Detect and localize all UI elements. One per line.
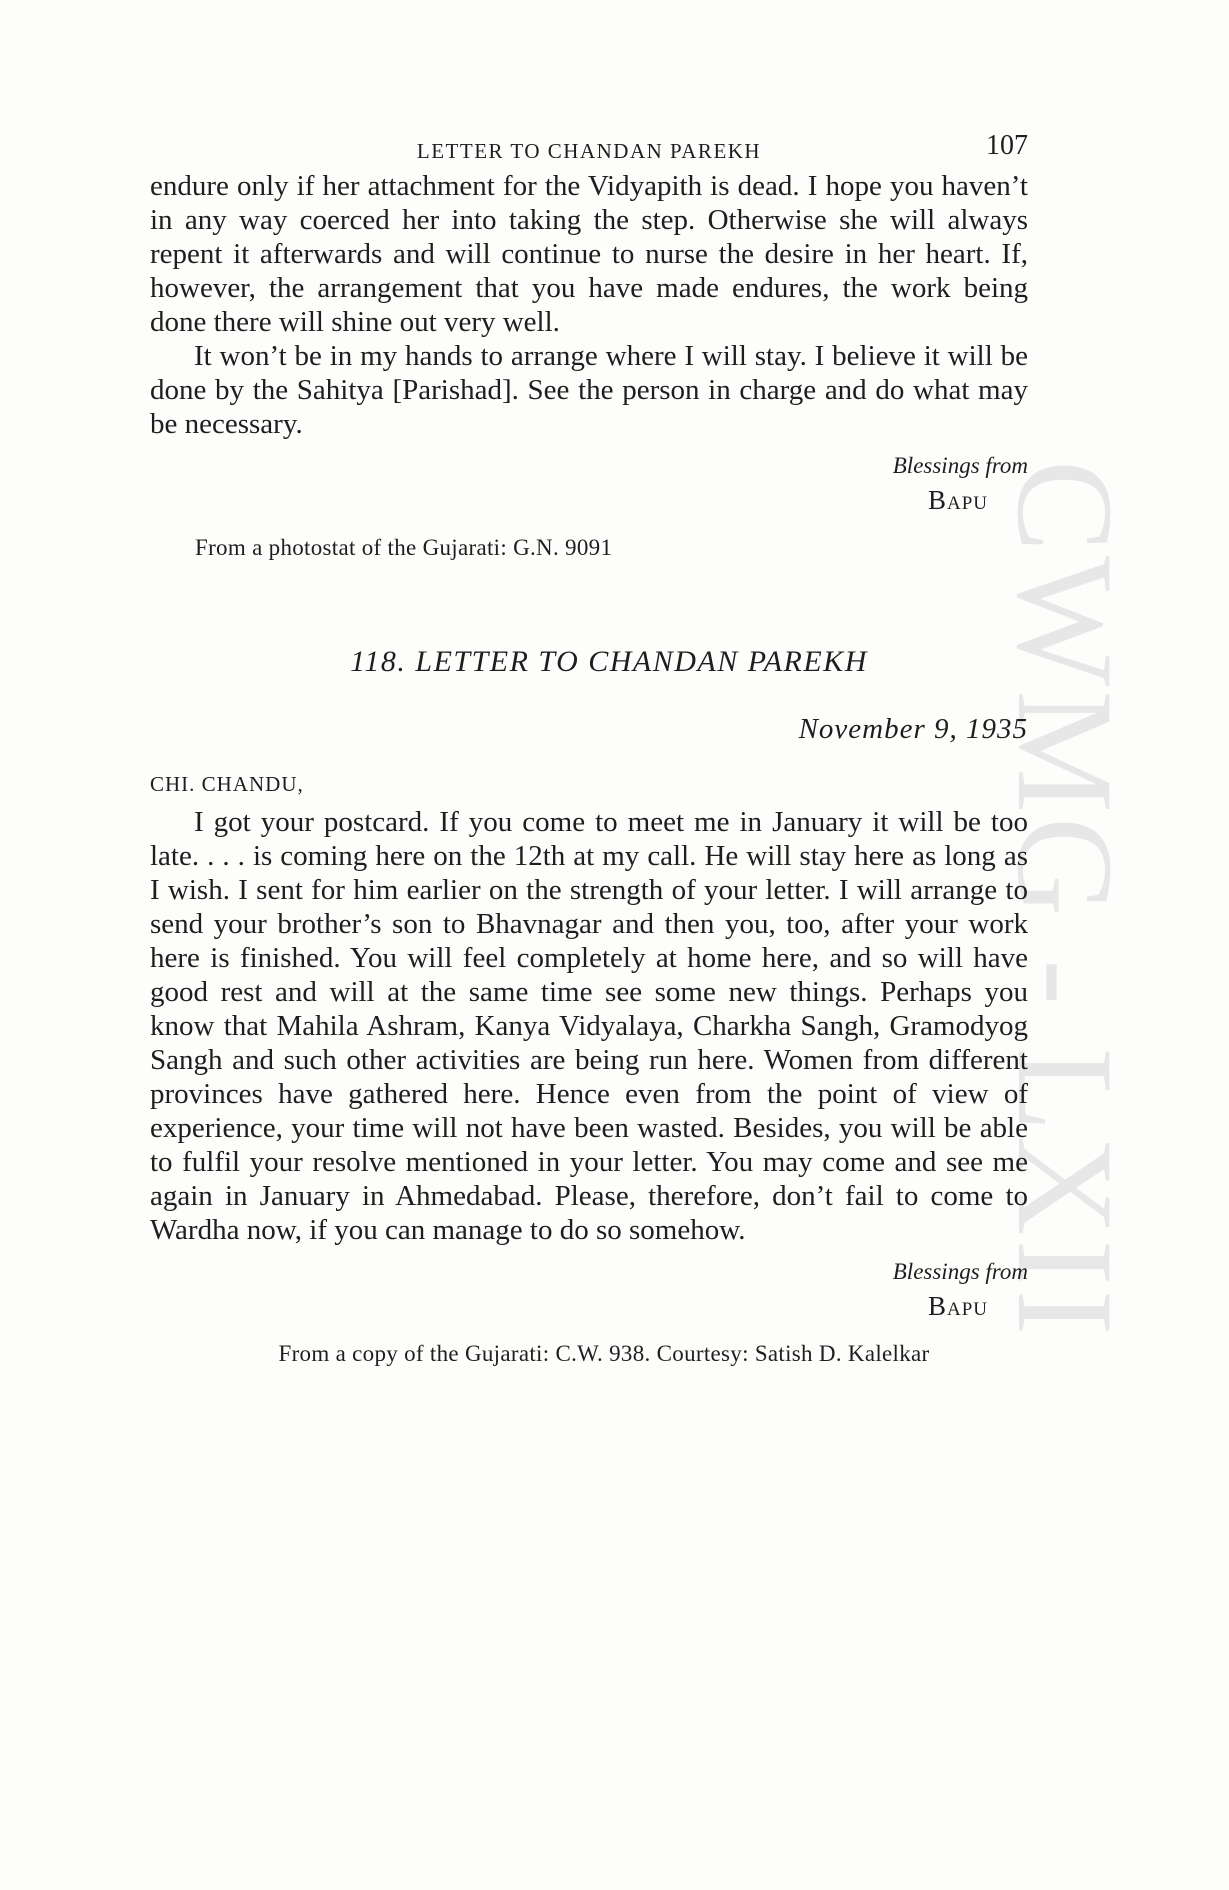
letter-date: November 9, 1935 <box>798 713 1028 745</box>
blessings-line: Blessings from <box>892 1259 1028 1284</box>
source-note: From a photostat of the Gujarati: G.N. 9091 <box>195 535 613 560</box>
watermark: CWMG - LXII <box>989 460 1142 1340</box>
source-note: From a copy of the Gujarati: C.W. 938. Courtesy: Satish D. Kalelkar <box>278 1341 930 1366</box>
running-title: LETTER TO CHANDAN PAREKH <box>416 139 762 163</box>
document-page <box>150 125 1028 1369</box>
salutation: CHI. CHANDU, <box>150 772 304 796</box>
blessings-line: Blessings from <box>892 453 1028 478</box>
running-header <box>150 125 1028 169</box>
section-heading: 118. LETTER TO CHANDAN PAREKH <box>350 645 868 678</box>
signoff <box>150 1255 1028 1323</box>
signature: Bapu <box>927 1291 988 1321</box>
body-paragraph: It won’t be in my hands to arrange where I will stay. I believe it will be done by the Sahitya [Parishad]. See the person in charge and do what may be necessary. <box>150 340 1028 440</box>
body-paragraph: I got your postcard. If you come to meet me in January it will be too late. . . . is coming here on the 12th at my call. He will stay here as long as I wish. I sent for him earlier on the strength of your letter. I will arrange to send your brother’s son to Bhavnagar and then you, too, after your work here is finished. You will feel completely at home here, and so will have good rest and will at the same time see some new things. Perhaps you know that Mahila Ashram, Kanya Vidyalaya, Charkha Sangh, Gramodyog Sangh and such other activities are being run here. Women from different provinces have gathered here. Hence even from the point of view of experience, your time will not have been wasted. Besides, you will be able to fulfil your resolve mentioned in your letter. You may come and see me again in January in Ahmedabad. Please, therefore, don’t fail to come to Wardha now, if you can manage to do so somehow. <box>150 806 1028 1246</box>
page-number: 107 <box>986 130 1028 161</box>
signature: Bapu <box>927 485 988 515</box>
signoff <box>150 449 1028 517</box>
letter-118 <box>150 645 1028 1369</box>
letter-continuation <box>150 169 1028 563</box>
body-paragraph: endure only if her attachment for the Vidyapith is dead. I hope you haven’t in any way coerced her into taking the step. Otherwise she will always repent it afterwards and will continue to nurse the desire in her heart. If, however, the arrangement that you have made endures, the work being done there will shine out very well. <box>150 170 1028 338</box>
